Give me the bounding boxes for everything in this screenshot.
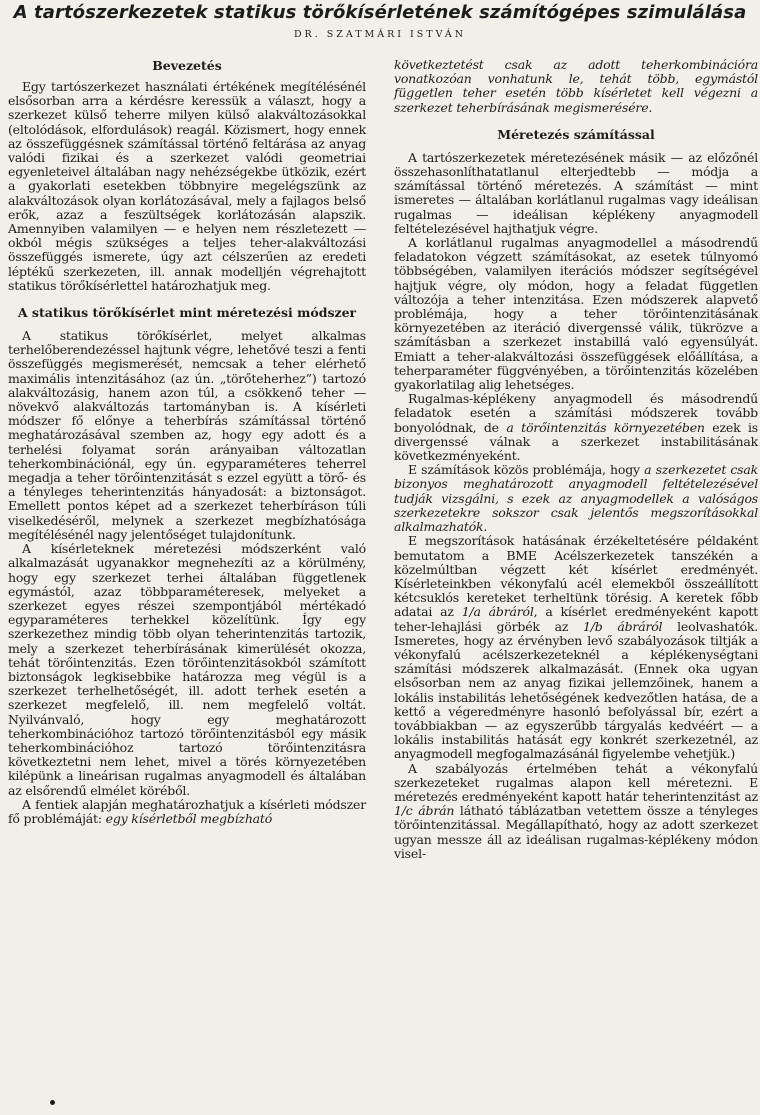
paragraph-text: látható táblázatban vetettem össze a tényleges törőintenzitással. Megállapítható, hogy az adott szerkezet ugyan messze áll az ideálisan rugalmas-képlékeny módon visel- (394, 803, 758, 861)
paragraph-text: E számítások közös problémája, hogy (408, 462, 645, 478)
paragraph-text: Rugalmas-képlékeny anyagmodell és másodrendű feladatok esetén a számítási módszerek tovább bonyolódnak, de (394, 391, 758, 435)
italic-text: következtetést csak az adott teherkombinációra vonatkozóan vonhatunk le, tehát több, egymástól független teher esetén több kísérletet kell végezni a szerkezet teherbírásának megismerésére. (394, 57, 758, 115)
paragraph (394, 534, 758, 761)
paragraph: Egy tartószerkezet használati értékének megítélésénél elsősorban arra a kérdésre keressük a választ, hogy a szerkezet külső teherre milyen külső alakváltozásokkal (eltolódások, elfordulások) reagál. Közismert, hogy ennek az összefüggésnek számítással történő feltárása az anyag valódi fizikai és a szerkezet valódi geometriai egyenleteivel általában nagy nehézségekbe ütközik, ezért a gyakorlati esetekben többnyire megelégszünk az alakváltozások olyan korlátozásával, mely a fajlagos belső erők, azaz a feszültségek korlátozásán alapszik. Amennyiben valamilyen — e helyen nem részletezett — okból mégis szükséges a teljes teher-alakváltozási összefüggés ismerete, úgy azt célszerűen az eredeti léptékű szerkezeten, ill. annak modelljén végrehajtott statikus törőkísérlettel határozhatjuk meg. (8, 79, 366, 293)
section-heading-calculation: Méretezés számítással (497, 126, 655, 142)
figure-reference: 1/c ábrán (394, 803, 455, 819)
paragraph (394, 762, 758, 861)
paragraph-text: A fentiek alapján meghatározhatjuk a kísérleti módszer fő problémáját: (8, 796, 366, 826)
paragraph: A tartószerkezetek méretezésének másik — az előzőnél összehasonlíthatatlanul elterjedtebb — módja a számítással történő méretezés. A számítást — mint ismeretes — általában korlátlanul rugalmas vagy ideálisan rugalmas — ideálisan képlékeny anyagmodell feltételezésével hajthatjuk végre. (394, 149, 758, 236)
paragraph-text: A szabályozás értelmében tehát a vékonyfalú szerkezeteket rugalmas alapon kell méretezni. E méretezés eredményeként kapott határ teherintenzitást az (394, 760, 758, 804)
paragraph-text: leolvashatók. Ismeretes, hogy az érvényben levő szabályozások tiltják a vékonyfalú acélszerkezeteknél a képlékenységtani számítási módszerek alkalmazását. (Ennek oka ugyan elsősorban nem az anyag fizikai jellemzőinek, hanem a lokális instabilitás lehetőségének kedvezőtlen hatása, de a kettő a végeredményre hasonló befolyással bír, ezért a továbbiakban — az egyszerűbb tárgyalás kedvéért — a lokális instabilitás hatását egy konkrét szerkezetnél, az anyagmodell megfogalmazásánál figyelembe vehetjük.) (394, 618, 758, 762)
paragraph: A kísérleteknek méretezési módszerként való alkalmazását ugyanakkor megnehezíti az a körülmény, hogy egy szerkezet terhei általában függetlenek egymástól, azaz többparaméteresek, melyeket a szerkezet egyes részei szempontjából mértékadó egyparaméteres terhekkel közelítünk. Így egy szerkezethez mindig több olyan teherintenzitás tartozik, mely a szerkezet teherbírásának kimerülését okozza, tehát törőintenzitás. Ezen törőintenzitásokból számított biztonságok legkisebbike határozza meg végül is a szerkezet terhelhetőségét, ill. adott terhek esetén a szerkezet megfelelő, ill. nem megfelelő voltát. Nyilvánvaló, hogy egy meghatározott teherkombinációhoz tartozó törőintenzitásból egy másik teherkombinációhoz tartozó törőintenzitásra következtetni nem lehet, mivel a törés környezetében kilépünk a lineárisan rugalmas anyagmodell és általában az elsőrendű elmélet köréből. (8, 541, 366, 798)
paragraph (8, 798, 366, 826)
paragraph (394, 392, 758, 463)
article-title: A tartószerkezetek statikus törőkísérletének számítógépes szimulálása (13, 2, 747, 23)
italic-text: a szerkezetet csak bizonyos meghatározott anyagmodell feltételezésével tudják vizsgálni, s ezek az anyagmodellek a valóságos szerkezetekre sokszor csak jelentős megszorításokkal alkalmazhatók. (394, 462, 759, 535)
right-column (394, 58, 758, 861)
paragraph-text: E megszorítások hatásának érzékeltetésére példaként bemutatom a BME Acélszerkezetek tanszékén a közelmúltban végzett két kísérlet eredményét. Kísérleteinkben vékonyfalú acél elemekből összeállított kétcsuklós kereteket terheltünk törésig. A keretek főbb adatai az (394, 533, 758, 620)
paragraph: A korlátlanul rugalmas anyagmodellel a másodrendű feladatokon végzett számításokat, az esetek túlnyomó többségében, valamilyen iterációs módszer segítségével hajtjuk végre, oly módon, hogy a feladat független változója a teher intenzitása. Ezen módszerek alapvető problémája, hogy a teher törőintenzitásának környezetében az iteráció divergenssé válik, tükrözve a számításban a szerkezet instabillá való egyensúlyát. Emiatt a teher-alakváltozási összefüggések előállítása, a teherparaméter függvényében, a törőintenzitás közelében gyakorlatilag alig lehetséges. (394, 235, 758, 393)
italic-text: a törőintenzitás környezetében (506, 419, 705, 435)
paragraph (394, 58, 758, 115)
ink-dot (50, 1100, 55, 1105)
author-name: DR. SZATMÁRI ISTVÁN (293, 29, 467, 40)
paragraph-text: ezek is divergenssé válnak a szerkezet instabilitásának következményeként. (394, 419, 758, 464)
figure-reference: 1/a ábráról (461, 604, 534, 620)
section-heading-static-test: A statikus törőkísérlet mint méretezési módszer (17, 305, 357, 321)
italic-text: egy kísérletből megbízható (105, 810, 273, 826)
section-heading-introduction: Bevezetés (152, 58, 222, 73)
paragraph-text: , a kísérlet eredményeként kapott teher-lehajlási görbék az (394, 604, 758, 634)
left-column (8, 58, 366, 826)
paragraph (394, 463, 758, 534)
paragraph: A statikus törőkísérlet, melyet alkalmas terhelőberendezéssel hajtunk végre, lehetővé teszi a fenti összefüggés megismerését, nemcsak a teher elérhető maximális intenzitásához (az ún. „törőteherhez”) tartozó alakváltozásig, hanem azon túl, a csökkenő teher — növekvő alakváltozás tartományban is. A kísérleti módszer fő előnye a teherbírás számítással történő meghatározásával szemben az, hogy egy adott és a terhelési folyamat során arányaiban változatlan teherkombinációnál, egy ún. egyparaméteres teherrel megadja a teher törőintenzitását s ezzel együtt a törő- és a tényleges teherintenzitás hányadosát: a biztonságot. Emellett pontos képet ad a szerkezet teherbíráson túli viselkedéséről, melynek a szerkezet megbízhatósága megítélésénél nagy jelentőséget tulajdonítunk. (8, 328, 366, 542)
figure-reference: 1/b ábráról (583, 618, 663, 634)
